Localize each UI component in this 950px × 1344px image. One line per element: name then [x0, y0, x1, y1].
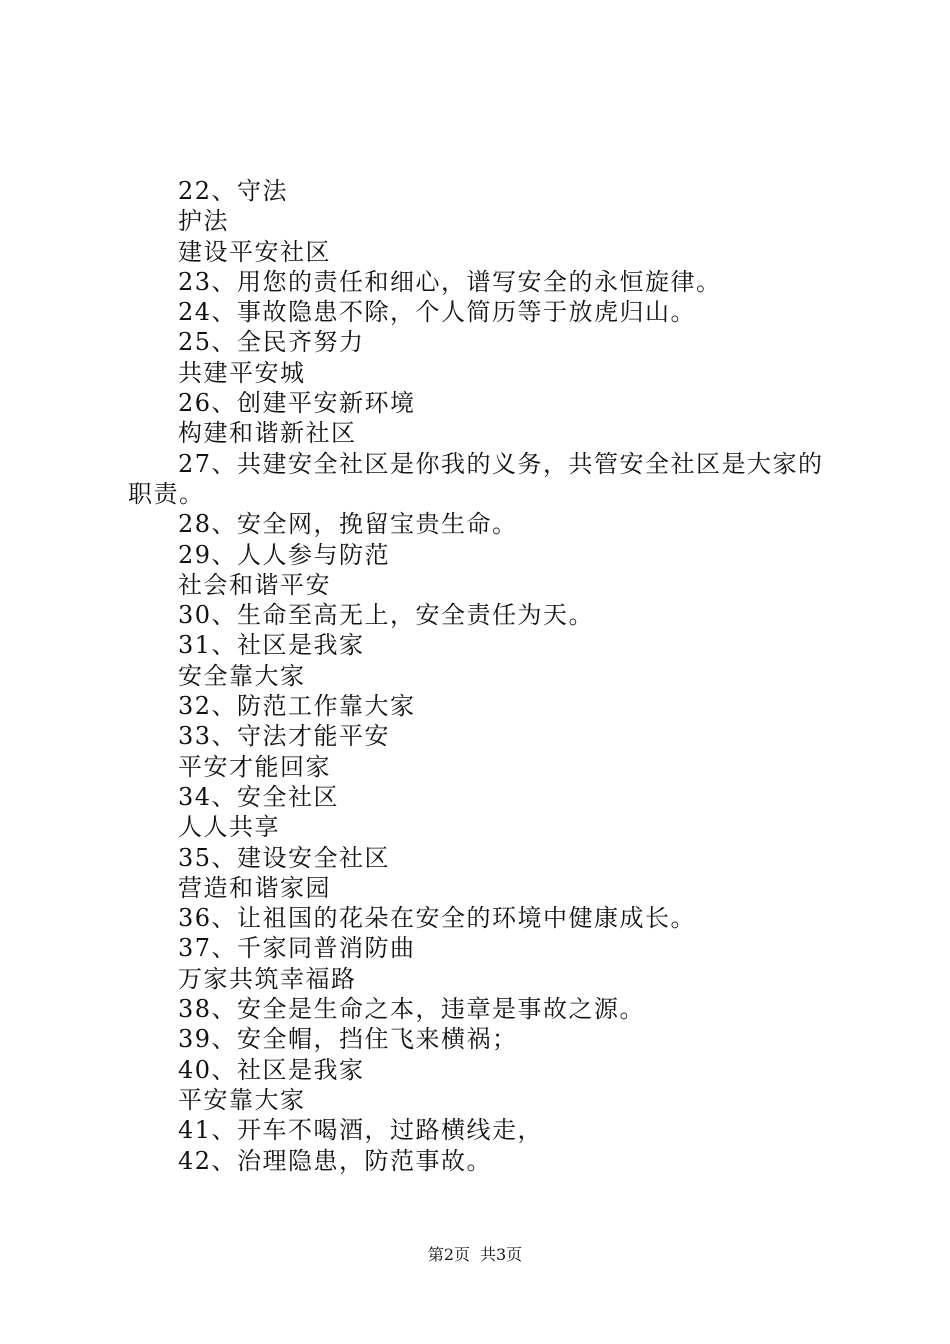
text-line: 22、守法 — [178, 177, 289, 205]
page-number: 第2页 — [427, 1245, 470, 1264]
text-line: 37、千家同普消防曲 — [178, 934, 416, 963]
text-line: 平安靠大家 — [178, 1085, 306, 1114]
text-line: 40、社区是我家 — [178, 1055, 365, 1084]
page-footer — [0, 1244, 950, 1266]
text-line: 构建和谐新社区 — [178, 419, 357, 448]
text-line: 36、让祖国的花朵在安全的环境中健康成长。 — [178, 904, 697, 933]
text-line: 29、人人参与防范 — [178, 540, 391, 569]
document-body — [128, 176, 848, 1176]
text-line: 31、社区是我家 — [178, 631, 365, 660]
text-line: 23、用您的责任和细心，谱写安全的永恒旋律。 — [178, 267, 722, 296]
text-line: 33、守法才能平安 — [178, 722, 391, 751]
text-line: 24、事故隐患不除，个人简历等于放虎归山。 — [178, 298, 697, 327]
text-line: 营造和谐家园 — [178, 873, 331, 902]
text-line: 34、安全社区 — [178, 782, 340, 811]
text-line: 27、共建安全社区是你我的义务，共管安全社区是大家的 — [178, 449, 824, 478]
text-line: 万家共筑幸福路 — [178, 964, 357, 993]
text-line: 30、生命至高无上，安全责任为天。 — [178, 601, 595, 630]
text-line: 安全靠大家 — [178, 661, 306, 690]
text-line: 建设平安社区 — [178, 237, 331, 266]
text-line: 35、建设安全社区 — [178, 843, 391, 872]
text-line: 护法 — [178, 207, 229, 236]
text-line: 平安才能回家 — [178, 752, 331, 781]
text-line: 社会和谐平安 — [178, 570, 331, 599]
page-total: 共3页 — [480, 1245, 523, 1264]
text-line: 26、创建平安新环境 — [178, 389, 416, 418]
text-line: 人人共享 — [178, 813, 280, 842]
text-line: 25、全民齐努力 — [178, 328, 365, 357]
text-line: 41、开车不喝酒，过路横线走， — [178, 1116, 544, 1145]
text-line: 42、治理隐患，防范事故。 — [178, 1146, 493, 1175]
text-line-continuation: 职责。 — [128, 479, 205, 508]
text-line: 38、安全是生命之本，违章是事故之源。 — [178, 995, 646, 1024]
text-line: 39、安全帽，挡住飞来横祸； — [178, 1025, 518, 1054]
text-line: 28、安全网，挽留宝贵生命。 — [178, 510, 518, 539]
text-line: 32、防范工作靠大家 — [178, 692, 416, 721]
text-line: 共建平安城 — [178, 358, 306, 387]
